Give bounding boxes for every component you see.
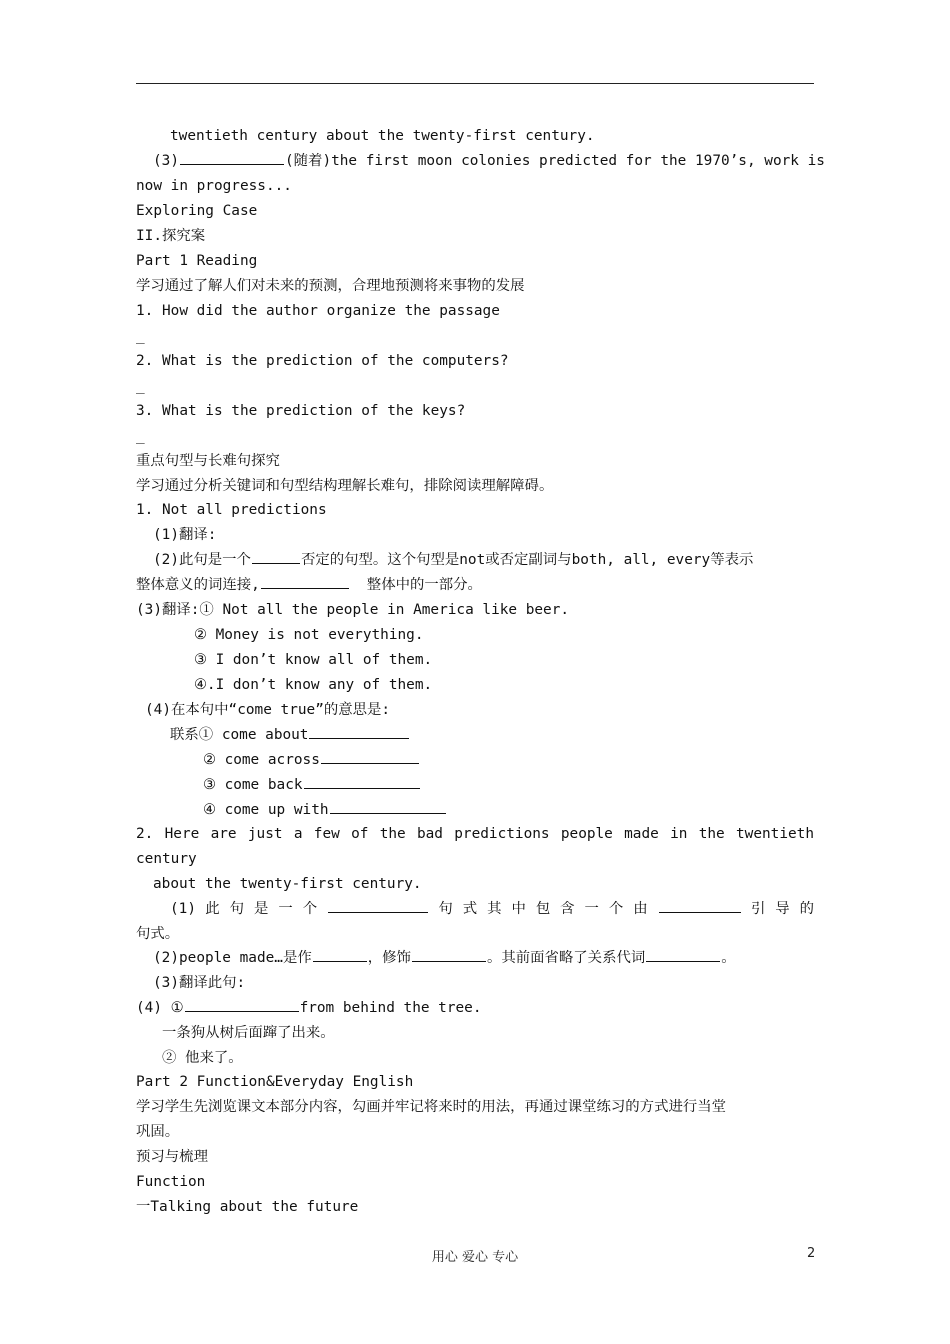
text-line: 学习通过分析关键词和句型结构理解长难句，排除阅读理解障碍。 [136, 478, 554, 494]
text-fragment: (4) ① [136, 1000, 184, 1016]
text-fragment: 。 [721, 950, 736, 966]
text-fragment: ④ come up with [203, 802, 329, 818]
text-line: (3)翻译:① Not all the people in America like beer. [136, 602, 570, 618]
answer-blank[interactable] [252, 548, 300, 564]
answer-blank[interactable] [659, 897, 741, 913]
text-line [170, 897, 814, 922]
text-line [203, 748, 881, 773]
text-line: (1)翻译: [153, 527, 217, 543]
page-number: 2 [807, 1246, 816, 1261]
text-line: (3)翻译此句: [153, 975, 246, 991]
answer-blank[interactable] [185, 996, 299, 1012]
section-heading: 预习与梳理 [136, 1149, 208, 1165]
text-line: 一条狗从树后面蹿了出来。 [162, 1025, 335, 1041]
text-line: 句式。 [136, 926, 180, 942]
question: 1. Not all predictions [136, 502, 327, 518]
text-fragment: (2)此句是一个 [153, 552, 251, 568]
question: 3. What is the prediction of the keys? [136, 403, 466, 419]
answer-blank[interactable]: _ [136, 428, 145, 444]
question: 2. What is the prediction of the computers? [136, 353, 509, 369]
item-number: (3) [153, 153, 179, 169]
text-line: 巩固。 [136, 1124, 180, 1140]
part-heading: Part 2 Function&Everyday English [136, 1074, 414, 1090]
answer-blank[interactable] [328, 897, 428, 913]
section-heading: 重点句型与长难句探究 [136, 453, 280, 469]
text-fragment: (2)people made…是作 [153, 950, 312, 966]
text-fragment: 。其前面省略了关系代词 [486, 950, 646, 966]
text-fragment: 整体意义的词连接, [136, 577, 260, 593]
text-line: ④.I don’t know any of them. [194, 677, 433, 693]
section-heading: II.探究案 [136, 228, 206, 244]
text-fragment: 整体中的一部分。 [366, 577, 482, 593]
answer-blank[interactable] [330, 798, 446, 814]
text-line: (4)在本句中“come true”的意思是: [145, 702, 391, 718]
answer-blank[interactable] [412, 946, 486, 962]
part-heading: Part 1 Reading [136, 253, 258, 269]
text-line: 学习学生先浏览课文本部分内容，勾画并牢记将来时的用法，再通过课堂练习的方式进行当堂 [136, 1099, 727, 1115]
answer-blank[interactable] [309, 723, 409, 739]
text-line [153, 149, 825, 174]
text-line: ② Money is not everything. [194, 627, 424, 643]
question: 1. How did the author organize the passage [136, 303, 500, 319]
text-line: 学习通过了解人们对未来的预测，合理地预测将来事物的发展 [136, 278, 525, 294]
text-line [203, 798, 881, 823]
text-fragment: 否定的句型。这个句型是not或否定副词与both, all, every等表示 [300, 552, 754, 568]
text-fragment: 句 式 其 中 包 含 一 个 由 [438, 901, 649, 917]
text-line [136, 996, 814, 1021]
answer-blank[interactable] [261, 573, 349, 589]
text-fragment: (随着)the first moon colonies predicted for the 1970’s, work is [285, 153, 825, 169]
text-fragment: 引 导 的 [750, 901, 815, 917]
section-heading: Function [136, 1174, 206, 1190]
text-line [153, 548, 814, 573]
text-line [153, 946, 831, 971]
answer-blank[interactable] [313, 946, 367, 962]
answer-blank[interactable]: _ [136, 328, 145, 344]
answer-blank[interactable] [180, 149, 284, 165]
header-rule [136, 83, 814, 84]
question: 2. Here are just a few of the bad predictions people made in the twentieth [136, 826, 814, 842]
text-fragment: from behind the tree. [299, 1000, 482, 1016]
text-fragment: ② come across [203, 752, 320, 768]
text-line: ② 他来了。 [162, 1050, 243, 1066]
text-fragment: ③ come back [203, 777, 303, 793]
text-line: century [136, 851, 197, 867]
footer-slogan: 用心 爱心 专心 [431, 1250, 519, 1265]
text-line: 一Talking about the future [136, 1199, 359, 1215]
text-line [203, 773, 881, 798]
answer-blank[interactable] [304, 773, 420, 789]
text-line [136, 573, 814, 598]
text-line: about the twenty-first century. [153, 876, 422, 892]
section-heading: Exploring Case [136, 203, 258, 219]
text-line: now in progress... [136, 178, 292, 194]
answer-blank[interactable] [646, 946, 720, 962]
answer-blank[interactable] [321, 748, 419, 764]
answer-blank[interactable]: _ [136, 378, 145, 394]
text-fragment: 联系① come about [170, 727, 309, 743]
text-line: ③ I don’t know all of them. [194, 652, 433, 668]
text-fragment: ，修饰 [367, 950, 411, 966]
text-line [170, 723, 848, 748]
text-fragment: (1) 此 句 是 一 个 [170, 901, 318, 917]
text-line: twentieth century about the twenty-first century. [170, 128, 595, 144]
